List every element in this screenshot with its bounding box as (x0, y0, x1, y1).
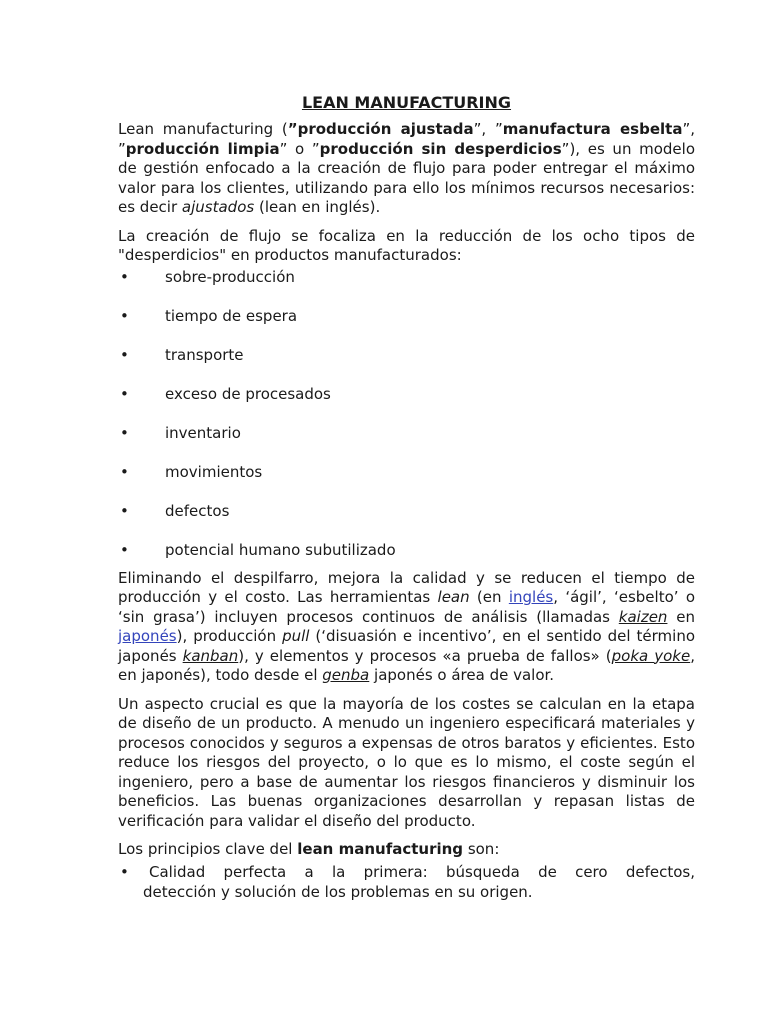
term-produccion-ajustada: ”producción ajustada (287, 120, 474, 138)
list-item (118, 268, 695, 307)
tools-text-9: japonés o área de valor. (369, 666, 555, 684)
waste-item-label: tiempo de espera (165, 306, 298, 325)
waste-item-label: exceso de procesados (165, 384, 331, 403)
intro-text-2: ”, ” (473, 120, 503, 138)
waste-item-label: sobre-producción (165, 267, 295, 286)
waste-list (118, 268, 695, 563)
link-japones[interactable]: japonés (118, 627, 177, 645)
tools-text-2: (en (469, 588, 509, 606)
list-item (118, 463, 695, 502)
term-kaizen: kaizen (618, 607, 668, 626)
bullet-icon: • (120, 306, 129, 325)
bullet-icon: • (120, 862, 129, 881)
term-lean-manufacturing: lean manufacturing (297, 840, 464, 858)
principles-intro (118, 840, 695, 860)
principle-line-1: Calidad perfecta a la primera: búsqueda de cero defectos, (149, 862, 695, 881)
intro-paragraph (118, 120, 695, 218)
waste-item-label: transporte (165, 345, 244, 364)
list-item (118, 346, 695, 385)
intro-text-1: Lean manufacturing ( (118, 120, 288, 138)
tools-paragraph (118, 569, 695, 686)
waste-item-label: movimientos (165, 462, 263, 481)
intro-text-6: (lean en inglés). (254, 198, 381, 216)
tools-text-6: (‘disuasión e incentivo’, en el sentido del término japonés (118, 627, 695, 665)
bullet-icon: • (120, 540, 129, 559)
link-ingles[interactable]: inglés (508, 588, 554, 606)
waste-item-label: inventario (165, 423, 241, 442)
intro-text-4: ” o ” (279, 139, 320, 158)
term-lean: lean (437, 588, 470, 606)
intro-text-3: ”, ” (118, 120, 696, 158)
term-manufactura-esbelta: manufactura esbelta (502, 120, 683, 138)
intro-text-5: ”), es un modelo de gestión enfocado a la creación de flujo para poder entregar el máximo valor para los clientes, utilizando para ello los mínimos recursos necesarios: es decir (118, 139, 695, 216)
principles-text-2: son: (463, 840, 500, 858)
bullet-icon: • (120, 345, 129, 364)
term-poka-yoke: poka yoke (611, 646, 691, 665)
tools-text-4: en (667, 607, 695, 626)
list-item (118, 862, 695, 902)
term-ajustados: ajustados (181, 198, 255, 216)
list-item (118, 424, 695, 463)
list-item (118, 307, 695, 346)
principles-list (118, 862, 695, 902)
waste-item-label: potencial humano subutilizado (165, 540, 396, 559)
list-item (118, 541, 695, 563)
term-genba: genba (322, 666, 370, 684)
principles-text-1: Los principios clave del (118, 840, 298, 858)
bullet-icon: • (120, 501, 129, 520)
tools-text-1: Eliminando el despilfarro, mejora la calidad y se reducen el tiempo de producción y el costo. Las herramientas (118, 568, 695, 606)
term-produccion-limpia: producción limpia (125, 139, 280, 158)
document-page (118, 92, 695, 902)
tools-text-5: ), producción (176, 627, 283, 645)
tools-text-3: , ‘ágil’, ‘esbelto’ o ‘sin grasa’) incluyen procesos continuos de análisis (llamadas (118, 588, 695, 626)
crucial-aspect-paragraph: Un aspecto crucial es que la mayoría de los costes se calculan en la etapa de diseño de un producto. A menudo un ingeniero especificará materiales y procesos conocidos y seguros a expensas de otros baratos y eficientes. Esto reduce los riesgos del proyecto, o lo que es lo mismo, el coste según el ingeniero, pero a base de aumentar los riesgos financieros y disminuir los beneficios. Las buenas organizaciones desarrollan y repasan listas de verificación para validar el diseño del producto. (118, 694, 695, 830)
list-item (118, 502, 695, 541)
waste-item-label: defectos (165, 501, 230, 520)
term-pull: pull (282, 627, 310, 645)
bullet-icon: • (120, 267, 129, 286)
term-kanban: kanban (182, 646, 239, 665)
tools-text-8: , en japonés), todo desde el (118, 646, 695, 684)
list-item (118, 385, 695, 424)
term-produccion-sin-desperdicios: producción sin desperdicios (319, 139, 562, 158)
principle-line-2: detección y solución de los problemas en su origen. (143, 882, 533, 901)
document-title: LEAN MANUFACTURING (301, 93, 512, 112)
bullet-icon: • (120, 384, 129, 403)
bullet-icon: • (120, 423, 129, 442)
tools-text-7: ), y elementos y procesos «a prueba de fallos» ( (238, 646, 612, 665)
bullet-icon: • (120, 462, 129, 481)
flow-paragraph: La creación de flujo se focaliza en la reducción de los ocho tipos de "desperdicios" en productos manufacturados: (118, 226, 695, 264)
